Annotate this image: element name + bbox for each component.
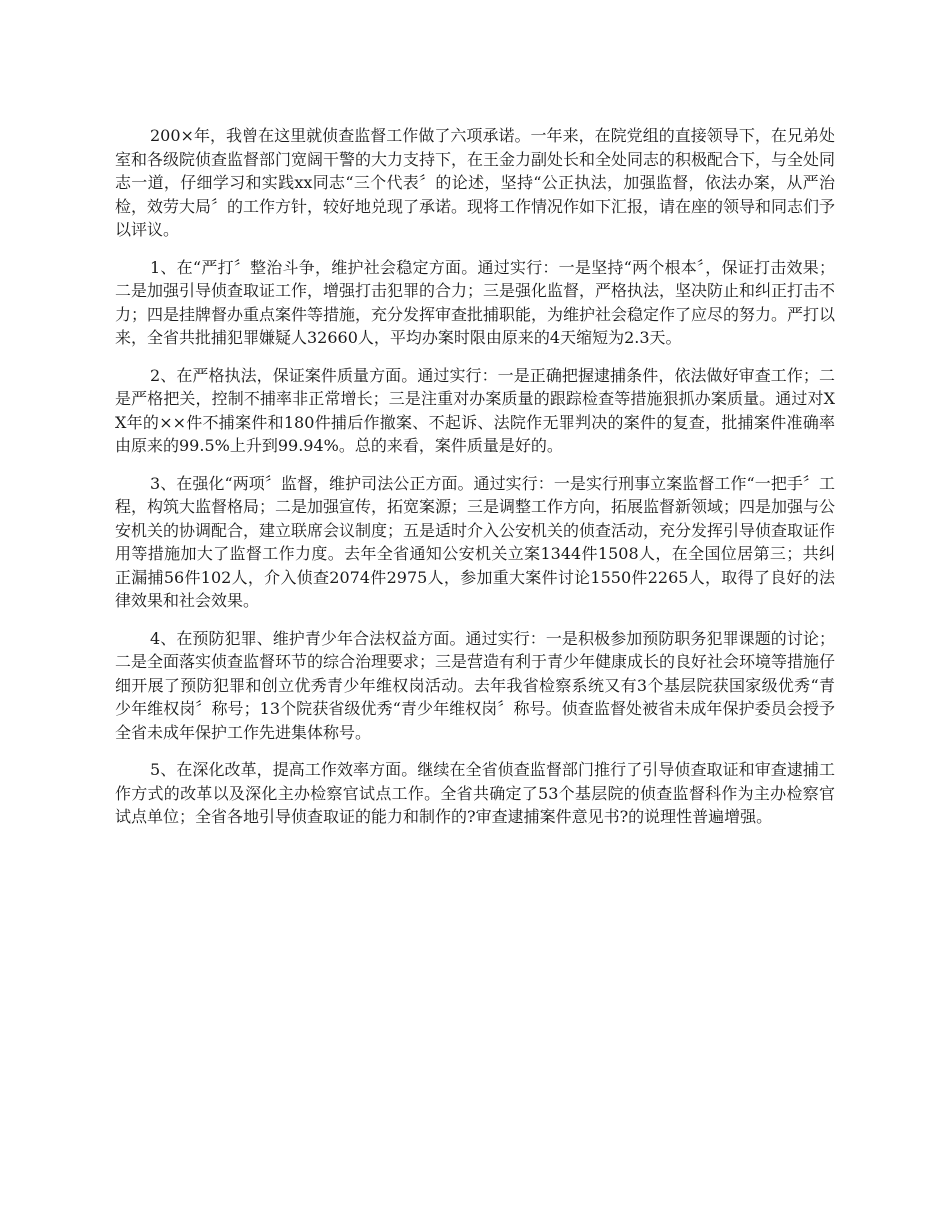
section-5-paragraph: 5、在深化改革，提高工作效率方面。继续在全省侦查监督部门推行了引导侦查取证和审查逮捕工作方式的改革以及深化主办检察官试点工作。全省共确定了53个基层院的侦查监督科作为主办检察官试点单位；全省各地引导侦查取证的能力和制作的?审查逮捕案件意见书?的说理性普遍增强。 <box>115 760 835 826</box>
section-4-paragraph: 4、在预防犯罪、维护青少年合法权益方面。通过实行：一是积极参加预防职务犯罪课题的讨论；二是全面落实侦查监督环节的综合治理要求；三是营造有利于青少年健康成长的良好社会环境等措施仔细开展了预防犯罪和创立优秀青少年维权岗活动。去年我省检察系统又有3个基层院获国家级优秀“青少年维权岗〞称号；13个院获省级优秀“青少年维权岗〞称号。侦查监督处被省未成年保护委员会授予全省未成年保护工作先进集体称号。 <box>115 628 836 742</box>
section-2-paragraph: 2、在严格执法，保证案件质量方面。通过实行：一是正确把握逮捕条件，依法做好审查工作；二是严格把关，控制不捕率非正常增长；三是注重对办案质量的跟踪检查等措施狠抓办案质量。通过对XX年的××件不捕案件和180件捕后作撤案、不起诉、法院作无罪判决的案件的复查，批捕案件准确率由原来的99.5%上升到99.94%。总的来看，案件质量是好的。 <box>115 365 835 455</box>
section-1-paragraph: 1、在“严打〞整治斗争，维护社会稳定方面。通过实行：一是坚持“两个根本〞，保证打击效果；二是加强引导侦查取证工作，增强打击犯罪的合力；三是强化监督，严格执法，坚决防止和纠正打击不力；四是挂牌督办重点案件等措施，充分发挥审查批捕职能，为维护社会稳定作了应尽的努力。严打以来，全省共批捕犯罪嫌疑人32660人，平均办案时限由原来的4天缩短为2.3天。 <box>115 257 836 347</box>
section-3-paragraph: 3、在强化“两项〞监督，维护司法公正方面。通过实行：一是实行刑事立案监督工作“一把手〞工程，构筑大监督格局；二是加强宣传，拓宽案源；三是调整工作方向，拓展监督新领域；四是加强与公安机关的协调配合，建立联席会议制度；五是适时介入公安机关的侦查活动，充分发挥引导侦查取证作用等措施加大了监督工作力度。去年全省通知公安机关立案1344件1508人，在全国位居第三；共纠正漏捕56件102人，介入侦查2074件2975人，参加重大案件讨论1550件2265人，取得了良好的法律效果和社会效果。 <box>115 473 836 610</box>
intro-paragraph: 200×年，我曾在这里就侦查监督工作做了六项承诺。一年来，在院党组的直接领导下，在兄弟处室和各级院侦查监督部门宽阔干警的大力支持下，在王金力副处长和全处同志的积极配合下，与全处同志一道，仔细学习和实践xx同志“三个代表〞的论述，坚持“公正执法，加强监督，依法办案，从严治检，效劳大局〞的工作方针，较好地兑现了承诺。现将工作情况作如下汇报，请在座的领导和同志们予以评议。 <box>115 126 836 239</box>
document-body <box>115 124 835 843</box>
